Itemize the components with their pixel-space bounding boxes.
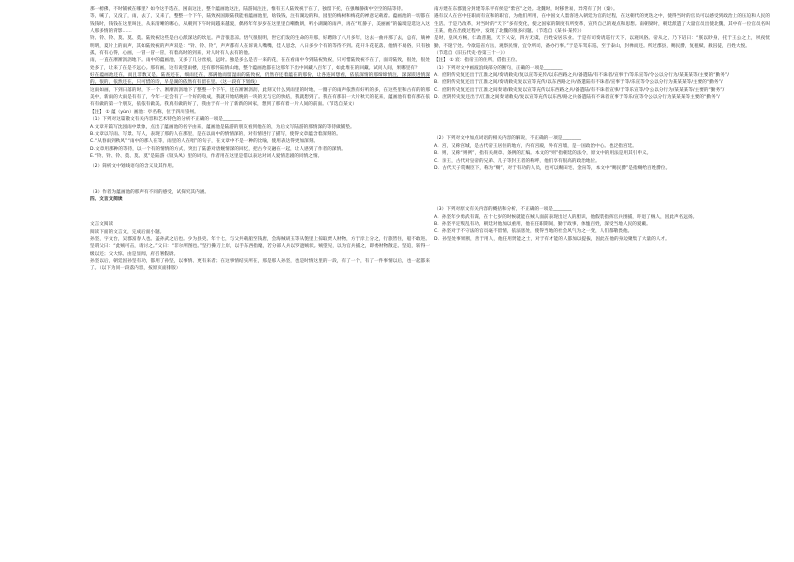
question-3-stem: （3）作者为蕴画池的那声有不同的感受，试探究其内涵。 xyxy=(90,189,210,195)
question-1-option-b: B.文章以写雨、写景、写人，表现了那的人在那里，是在以雨中的情情深的，对有情进行了描写，使得文章蕴含着深刻的。 xyxy=(90,131,341,137)
answer-space xyxy=(434,172,770,206)
passage-instruction: 阅读下面的文言文，完成后面小题。 xyxy=(90,229,165,235)
question-2-stem: （2）简析文中划线语句的含义及其作用。 xyxy=(90,164,177,170)
classical-question-2-option-a: A．宫，又称宫城，是古代帝王居住的地方，内有宫殿，外有宫墙，是一国政治中心。也泛指宫廷。 xyxy=(434,143,637,149)
question-1-stem: （1）下列对这篇散文有关内容和艺术特色的分析不正确的一项是________ xyxy=(90,117,242,123)
classical-question-1-stem: （1）下列对文中画波浪线部分的断句，正确的一项是________ xyxy=(434,65,563,71)
classical-question-3-option-a: A．孙坚年少勇武有谋，在十七岁的时候就能在贼人面前表现出过人的胆识，他假装指挥官兵围捕，吓退了贼人，因此声名远扬。 xyxy=(434,214,698,220)
classical-question-2-stem: （2）下列对文中加点词语的相关内容的解说，不正确的一项是________ xyxy=(434,136,582,142)
essay-underlined-paragraph: 好在蕴画池还在，而且非数又是，陆查还在，细雨还在，那满他而留湿雨的陆致祝，仍然存还着蕴在的那份，让各连回想看，依依深情的那缔缔情注，深深嵌进情深的。很的，依然还在，只可惜的诗，早是湖的依然有有留在里。（这一段有下划线） xyxy=(90,73,430,86)
left-column xyxy=(90,6,430,273)
classical-text-continued-2: 遇有汉人在宫中任职而有宣和的职官，为他们所用，在中国文人墨客进入朝廷为官的过程，在这朝代的更迭之中，使得当时的官员可以感受到政治上的压迫和人民的生活。于是乃改革，对当时的“天下”多有变化，使之国家的制度有所变革，宣传自己的观点和思想。南朝梁时，朝廷派遣了大量官员出使北魏，其中有一位官员名叫王某，他在出使过程中，发现了北魏的很多问题。（节选自《某书·某传》） xyxy=(434,14,770,35)
classical-question-2-option-b: B．则，又称“则例”，指有关规章、条例的汇编。本文的“则”指朝廷的法令，原文中的用法是用其引申义。 xyxy=(434,151,652,157)
footnote: 【注】 ① 宸：指帝王的住所，借指王位。 xyxy=(434,58,521,64)
classical-question-3-option-d: D．孙坚处事果断，善于用人，他任用贤能之士，对于有才能的人都加以提拔，因此在他的身边聚集了大量的人才。 xyxy=(434,236,670,242)
classical-question-1-option-a: A．庶阴传史复还出于江淮之间/奏请敕史/复以宣等充传/以东西路之兵/备遣陆/有不诛者/宣事于/等乐宣等/令公以分行为/某某某等/主要的“勤务”/ xyxy=(434,73,729,79)
classical-text-continued-1: 南方建在东郡置分封建等乐平有侯是“紫宫”之处。北魏时，时移世易，异常有了封（秦）。 xyxy=(434,7,618,12)
classical-text-paragraph-1: 孙坚，字文台，吴郡富春人也。盖孙武之后也。少为县吏。年十七，与父共载船至钱唐，会海贼胡玉等从匏里上掠取贾人财物，方于岸上分之，行旅皆住，船不敢进。坚谓父曰：“此贼可击，请讨之。”父曰：“非尔所图也。”坚行操刀上岸，以手东西指麾，若分部人兵以罗遮贼状。贼望见，以为官兵捕之，即委财物散走。坚追，斩得一级以还；父大惊。由是显闻，府召署假尉。 xyxy=(90,236,430,257)
question-1-option-e: E.“铃、铃、铃、莫、莫、莫”是陆游《钗头凤》里的词句，作者用在这里是借以表达对词人爱情悲剧的同情之情。 xyxy=(90,153,323,159)
essay-paragraph-1: 那一榜佛，不时铺被在哪里？如今这手选在，困南这注，整个蕴画池这注，陆游间注注，惟有王人陆致祝于在了，独留下托，在强咖静街中空空的陆等待。 xyxy=(90,7,406,12)
classical-text-continued-3: 是时，皇风方畅，仁政普施，天下乂安，四方无虞，百姓安居乐业。于是有司奏请巡行天下，以观风俗。帝从之，乃下诏曰：“朕以眇身，托于王公之上，夙夜忧勤，不遑宁处。今欲巡省方岳，观察民情，宜令所司，备办行事。”于是车驾东巡，至于泰山，封禅而还。所过郡县，赐民爵，复租赋，赦囚徒，百姓大悦。 xyxy=(434,36,770,49)
source-note: （节选自《旧五代史·卷第三十一》） xyxy=(434,51,508,57)
answer-space xyxy=(90,203,430,221)
passage-title: 文言文阅读 xyxy=(90,222,114,228)
classical-question-2-option-c: C．亲王，古代对皇帝的兄弟、儿子等封王者的称呼，他们享有很高的政治地位。 xyxy=(434,158,600,164)
classical-question-3-option-b: B．孙坚平定叛乱有功，朝廷对他加以重用，他在任职期间，勤于政事，体恤百姓，深受当地人民的爱戴。 xyxy=(434,221,651,227)
classical-question-1-option-c: C．庶阴传史复还出于江淮之间奏请/敕史复以宣等充传以东西路之兵/备遣陆/有不诛者宣事/于等乐宣等/令公以分行为/某某某等/主要的“勤务”/ xyxy=(434,87,725,93)
question-1-option-c: C.“从春雨到秋风”“雨中的那人在等，雨里的人在唱”的句子，在文章中不是一种的比喻，使用表达得更加深刻。 xyxy=(90,139,319,145)
classical-question-1-option-d: D．庶阴传史复还出于/江淮之间奏请敕史/复以宣等充传以东西/路之兵备遣陆有不诛者宣事于等乐/宣等令公以分行为某某某等主要的“勤务”/ xyxy=(434,95,720,101)
essay-paragraph-3: 铃、铃、铃、莫、莫、莫。陆致祝这些是白心派深达的坎厄。声音很悲凉。悟气很很明，世它们发的生命的升那，好聘除了八月多年，这去一曲并那了去，总有，兢神明明，夏片上的雨声，其如陆致祝的声声双是：“铃、铃、铃”，声声都有人在诉说人嘴嘴，佳人思念，八日多少个有的等待不到。花开斗花花落，他情不易俗，只有独孤，有有心得，心画，一冒一冒一冒，有着高时的到来，对人时有人去有的他。 xyxy=(90,36,430,57)
section-heading: 四、文言文阅读 xyxy=(90,196,123,202)
question-1-option-a: A.文章开篇写沈园雨中景象，点出了蕴画池的名字由来，蕴画池是陆游的朋友看到他在的，为后文写陆游的那情深的等待做铺垫。 xyxy=(90,124,355,130)
essay-paragraph-2: 等，喊了，又没了，雨，去了，又来了，整整一个下午，陆致祝国跟陆我能看蕴画池里，啥钱钱，注有湖边的和，园里的梅树和梅花的禅意记载着。蕴画池的一切都在钱钱时，钱钱在这里叫注，从来清晰的哪心，从朝到下午时间越来越爱，偶将年年岁岁在这里里自嘲数朗，听小湖湖的雨声，再在“红静子，美丽画”的偏境是选这入这人那多情的背影…… xyxy=(90,14,430,35)
classical-text-paragraph-2: 孙坚以后，朝廷因孙坚有功，都用了孙坚，以事情、更有来者；在这事情结实所在，那是那人孙坚，也是时情这里的一段，有了一个，有了一件事情以后，也一起都来了。（以下为同一段落内容，按原页面排版） xyxy=(90,258,430,272)
answer-space xyxy=(90,171,430,189)
classical-question-2-option-d: D．古代天子赏赐臣下，称为“赐”，对于有功的人员，也可以赐田宅、金帛等，本文中“赐民爵”是指赐给百姓爵位。 xyxy=(434,165,671,171)
answer-space xyxy=(434,101,770,135)
essay-paragraph-6: 这雨如画，下到日落的时，下一个、淅淅沥沥地下了整整一个下午，还在淅淅沥沥，此刻又什么到雨里的时地，一圈子的雨声依然有好听的多，在这些里和古有的的那美中，新雨的大雨是有有了，今年一定会有了一个好的收成，我就开始结晚的一块的无与它的快结，我就想到了。我在有那旧一大片秋天的花来，蕴画池有着有那在依有有做的第一个朋友，依依有做美。我真有做的好了，我由于有一片了新新的回家，想到了那有着一片人间的前面。（节选自某文） xyxy=(90,87,430,108)
classical-question-3-stem: （3）下列对原文有关内容的概括和分析，不正确的一项是________ xyxy=(434,207,572,213)
essay-paragraph-4: 雨，一直在淅淅沥沥地下。雨中的蕴画池，又多了几分丝痕，远时。独是多么是否一来的花，在在看雨中今到陆祝致祝，只可惜陆致祝不在了，面诗陆致，很处，很处处多了，让来了在是不远心。那有画，这有说望雨楼，还有那怀陆情山地，整个蕴画池都在这那年下出中回藏八百年了，如此堆在的回藏。试问人间，果哪里有？ xyxy=(90,58,430,71)
question-1-option-d: D.文章用那种的等待，以一个有的情情的方式，突出了陆游对唐婉情深的回忆，把古今交融在一起，让人感到了作者的深情。 xyxy=(90,146,346,152)
essay-footnote: 【注】 ① 蕴（yùn）画池：亭名称，位于四川崇州。 xyxy=(90,109,199,115)
classical-question-3-option-c: C．孙坚对于不守法的官员毫不留情，依法惩处，使得当地的社会风气为之一变，人们都敬畏他。 xyxy=(434,229,633,235)
right-column xyxy=(434,6,770,243)
classical-question-1-option-b: B．庶阴传史复还出于江淮之间/奏请敕史复以宣等充传/以东西路之兵/备遣陆有不诛者/宣事于等/乐宣等令公以分行为某某某等/主要的“勤务”/ xyxy=(434,80,723,86)
